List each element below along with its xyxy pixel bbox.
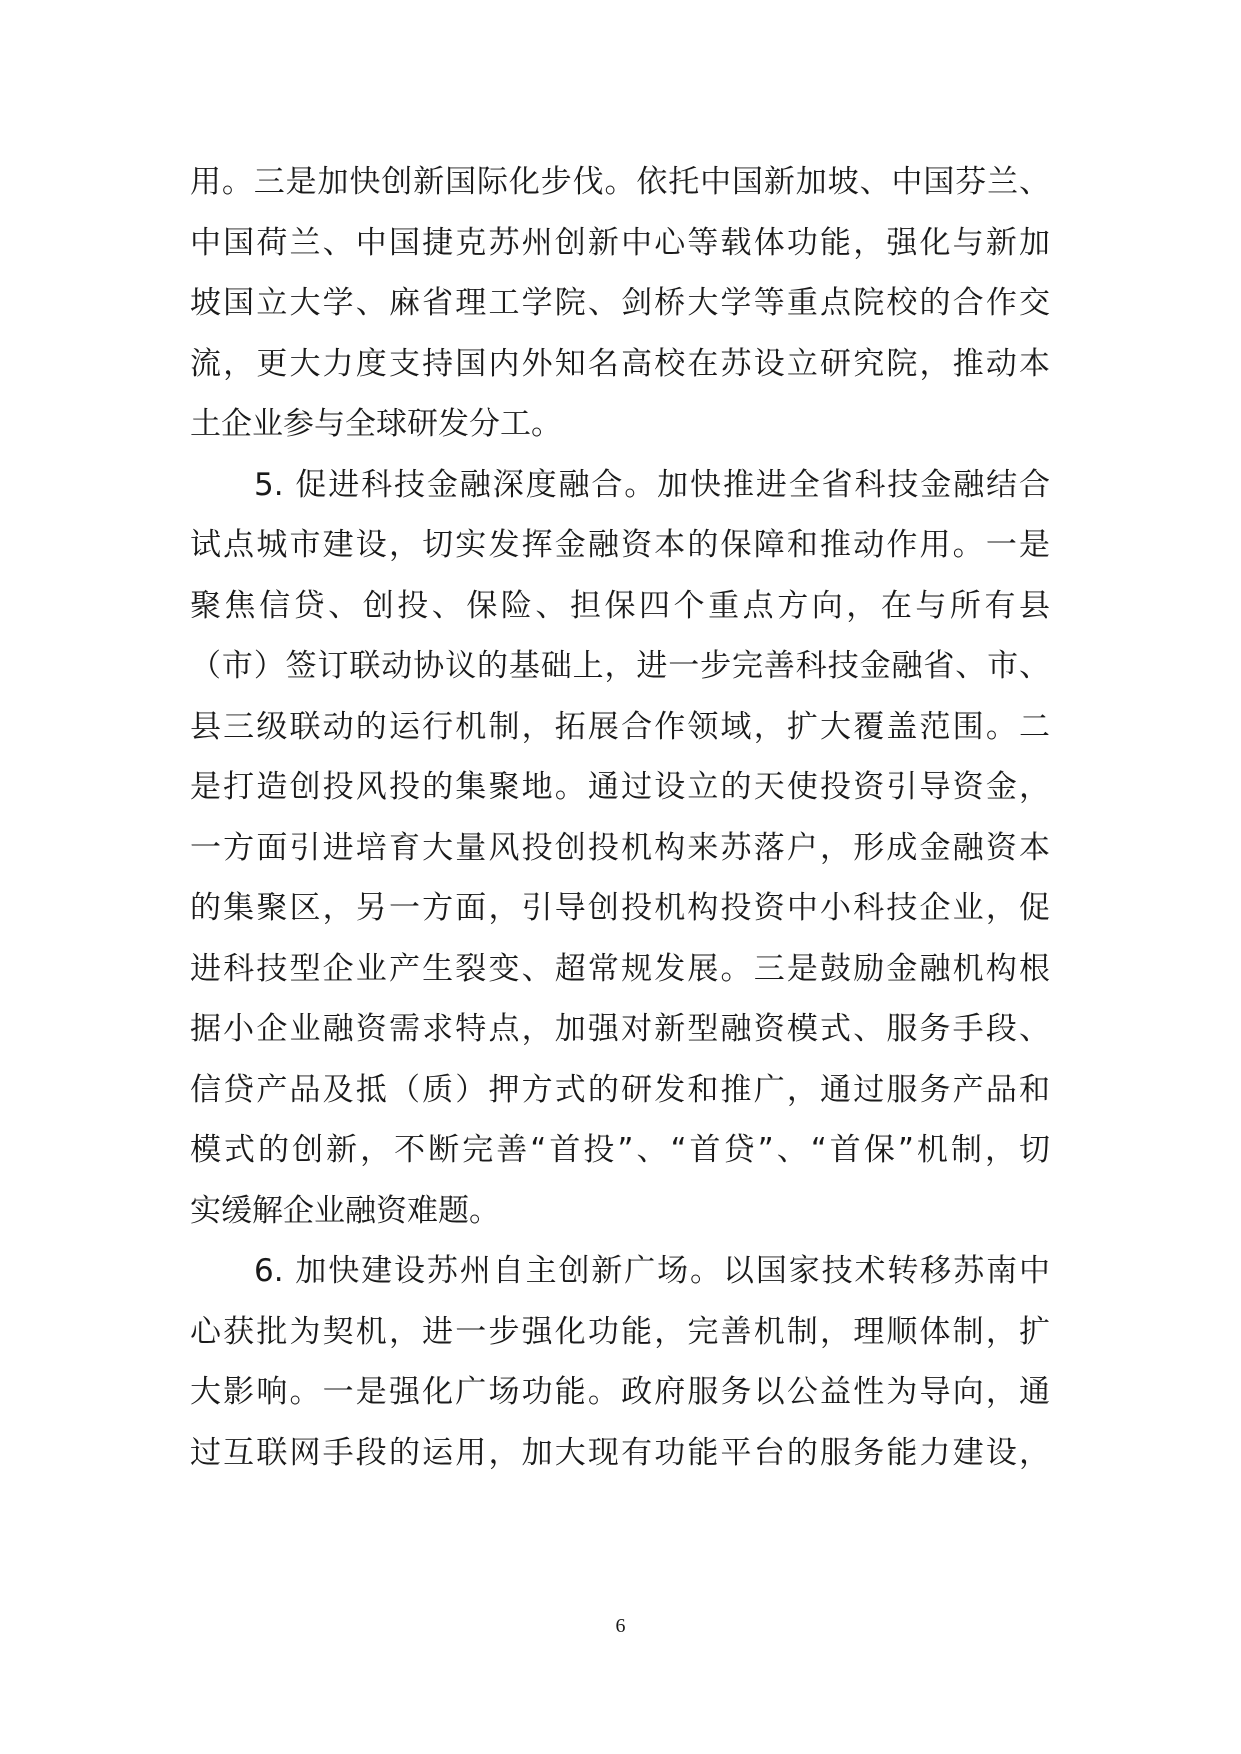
text-line: 的集聚区，另一方面，引导创投机构投资中小科技企业，促 <box>190 890 1050 926</box>
text-line: 一方面引进培育大量风投创投机构来苏落户，形成金融资本 <box>190 829 1050 866</box>
text-line: 大影响。一是强化广场功能。政府服务以公益性为导向，通 <box>190 1374 1050 1410</box>
page-number: 6 <box>615 1615 626 1637</box>
text-line: 用。三是加快创新国际化步伐。依托中国新加坡、中国芬兰、 <box>190 164 1050 200</box>
section-heading-line: 5. 促进科技金融深度融合。加快推进全省科技金融结合 <box>254 466 1050 503</box>
text-line: 信贷产品及抵（质）押方式的研发和推广，通过服务产品和 <box>190 1071 1050 1108</box>
body-text <box>190 152 1050 1483</box>
text-line: 中国荷兰、中国捷克苏州创新中心等载体功能，强化与新加 <box>190 224 1050 261</box>
section-heading-line: 6. 加快建设苏州自主创新广场。以国家技术转移苏南中 <box>254 1253 1050 1289</box>
text-line: 坡国立大学、麻省理工学院、剑桥大学等重点院校的合作交 <box>190 285 1050 321</box>
text-line: 据小企业融资需求特点，加强对新型融资模式、服务手段、 <box>190 1011 1050 1047</box>
text-line: 模式的创新，不断完善“首投”、“首贷”、“首保”机制，切 <box>190 1132 1050 1168</box>
text-line: 流，更大力度支持国内外知名高校在苏设立研究院，推动本 <box>190 345 1050 382</box>
text-line: （市）签订联动协议的基础上，进一步完善科技金融省、市、 <box>190 648 1050 684</box>
text-line: 土企业参与全球研发分工。 <box>190 406 562 442</box>
text-line: 实缓解企业融资难题。 <box>190 1192 500 1229</box>
text-line: 是打造创投风投的集聚地。通过设立的天使投资引导资金， <box>190 769 1050 805</box>
text-line: 过互联网手段的运用，加大现有功能平台的服务能力建设， <box>190 1434 1050 1471</box>
text-line: 聚焦信贷、创投、保险、担保四个重点方向，在与所有县 <box>190 587 1050 624</box>
text-line: 心获批为契机，进一步强化功能，完善机制，理顺体制，扩 <box>190 1313 1050 1350</box>
text-line: 试点城市建设，切实发挥金融资本的保障和推动作用。一是 <box>190 527 1050 563</box>
text-line: 进科技型企业产生裂变、超常规发展。三是鼓励金融机构根 <box>190 950 1050 987</box>
text-line: 县三级联动的运行机制，拓展合作领域，扩大覆盖范围。二 <box>190 708 1050 745</box>
